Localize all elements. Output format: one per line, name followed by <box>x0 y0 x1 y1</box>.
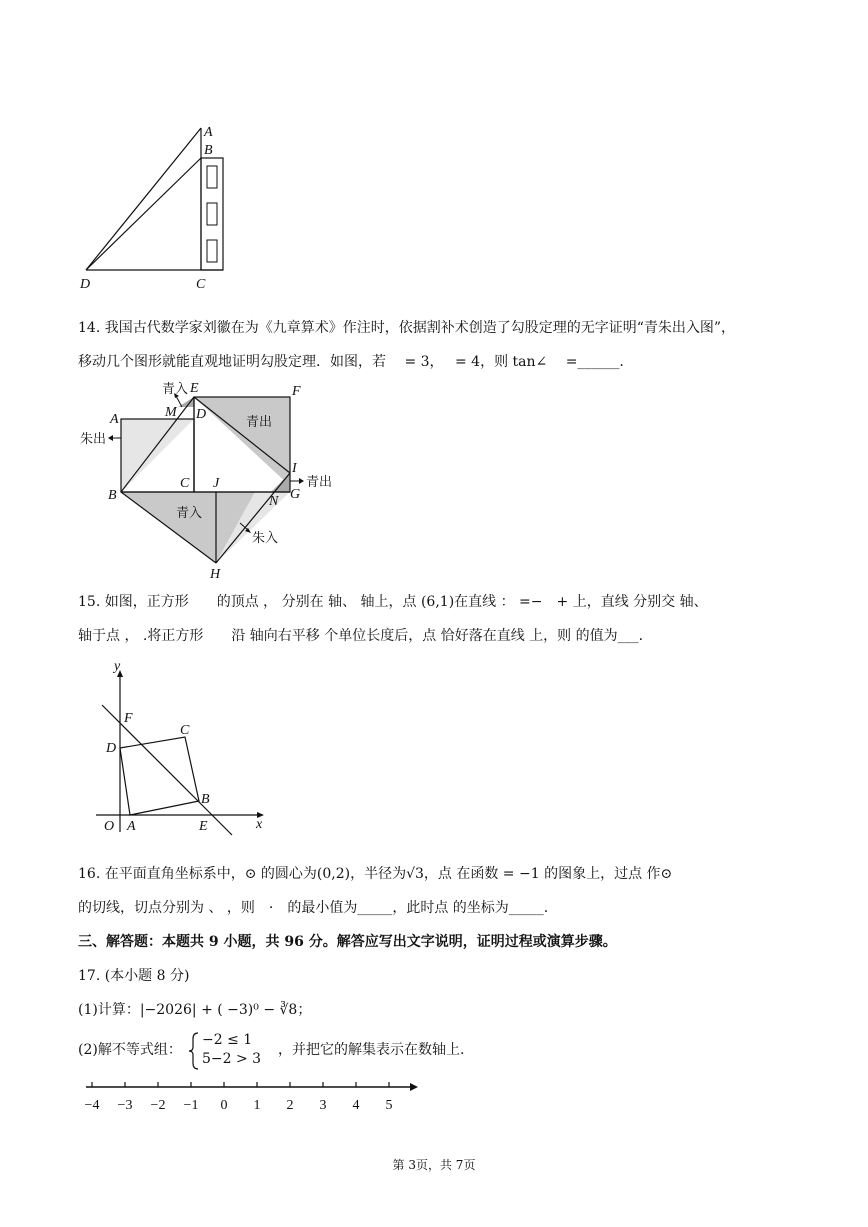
q16-line1: 16. 在平面直角坐标系中，⊙ 的圆心为(0,2)，半径为√3，点 在函数 = −1 的图象上，过点 作⊙ <box>78 866 673 882</box>
q16-line2: 的切线，切点分别为 、 ，则 · 的最小值为_____，此时点 的坐标为_____. <box>78 900 549 916</box>
label-D: D <box>196 407 207 422</box>
label-F: F <box>124 711 133 726</box>
tick-label: 0 <box>220 1098 228 1113</box>
tick-label: 3 <box>319 1098 327 1113</box>
q15-line2: 轴于点 ， .将正方形 沿 轴向右平移 个单位长度后，点 恰好落在直线 上，则 的值为___. <box>78 628 644 644</box>
label-A: A <box>204 125 213 140</box>
tick-label: 5 <box>385 1098 393 1113</box>
q15-line1: 15. 如图，正方形 的顶点 ， 分别在 轴、 轴上，点 (6,1)在直线 ： =− + 上，直线 分别交 轴、 <box>78 594 708 610</box>
inequality-1: −2 ≤ 1 <box>202 1032 253 1048</box>
label-C: C <box>180 723 190 738</box>
label-J: J <box>213 476 220 491</box>
inequality-2: 5−2 > 3 <box>202 1051 262 1067</box>
label-D: D <box>106 741 117 756</box>
tick-label: 4 <box>352 1098 360 1113</box>
tick-label: −1 <box>183 1098 199 1113</box>
label-N: N <box>269 494 279 509</box>
label-O: O <box>104 819 115 834</box>
page-footer: 第 3页，共 7页 <box>392 1158 476 1172</box>
label-B: B <box>201 792 210 807</box>
inequality-system <box>188 1031 278 1071</box>
figure-q14 <box>70 378 350 583</box>
q17-part2-prefix: (2)解不等式组： <box>78 1042 182 1058</box>
figure-q15 <box>92 660 282 840</box>
label-A: A <box>127 819 136 834</box>
label-E: E <box>199 819 208 834</box>
tick-label: −4 <box>84 1098 100 1113</box>
label-B: B <box>108 488 117 503</box>
label-D: D <box>80 277 91 292</box>
label-M: M <box>165 405 177 420</box>
tick-label: 1 <box>253 1098 261 1113</box>
q14-line2: 移动几个图形就能直观地证明勾股定理．如图，若 = 3， = 4，则 tan∠ =______. <box>78 354 624 370</box>
label-zhu-ru: 朱入 <box>252 531 279 546</box>
label-C: C <box>196 277 206 292</box>
tick-label: −3 <box>117 1098 133 1113</box>
label-A: A <box>110 412 119 427</box>
number-line <box>80 1078 430 1118</box>
q17-part1: (1)计算：|−2026| + ( −3)⁰ − ∛8； <box>78 1002 312 1018</box>
label-B: B <box>204 143 213 158</box>
tick-label: −2 <box>150 1098 166 1113</box>
label-zhu-chu: 朱出 <box>80 432 107 447</box>
label-qing-ru-bottom: 青入 <box>176 506 203 521</box>
label-H: H <box>210 567 221 582</box>
section-title: 三、解答题：本题共 9 小题，共 96 分。解答应写出文字说明，证明过程或演算步骤。 <box>78 934 617 950</box>
label-y: y <box>114 660 121 674</box>
label-C: C <box>180 476 190 491</box>
label-E: E <box>190 381 199 396</box>
label-qing-chu-square: 青出 <box>246 415 273 430</box>
figure-q13 <box>70 118 240 298</box>
label-qing-chu-right: 青出 <box>306 475 333 490</box>
label-F: F <box>292 384 301 399</box>
tick-label: 2 <box>286 1098 294 1113</box>
label-qing-ru-top: 青入 <box>162 382 189 397</box>
q17-part2-suffix: ，并把它的解集表示在数轴上. <box>278 1042 465 1058</box>
q17-header: 17. (本小题 8 分) <box>78 968 190 984</box>
q14-line1: 14. 我国古代数学家刘徽在为《九章算术》作注时，依据割补术创造了勾股定理的无字证明“青朱出入图”， <box>78 320 736 336</box>
label-I: I <box>292 461 297 476</box>
label-x: x <box>256 817 263 832</box>
label-G: G <box>290 487 301 502</box>
